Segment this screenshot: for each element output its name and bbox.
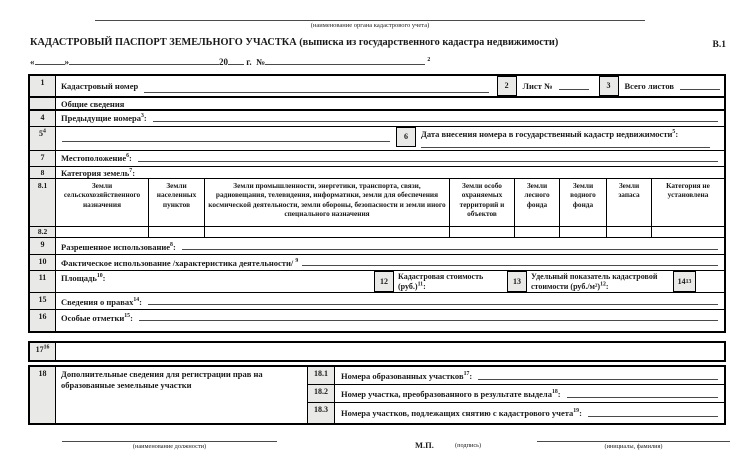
date-number-line — [30, 57, 430, 67]
permitted-use-label: Разрешенное использование$^8$: — [61, 242, 176, 252]
gkn-date-label: Дата внесения номера в государственный кадастр недвижимости$^5$: — [421, 129, 679, 139]
category-cell-empty — [652, 227, 724, 237]
row-9-number: 9 — [30, 238, 56, 254]
row-1-number: 1 — [30, 76, 56, 96]
row-11-14 — [30, 271, 724, 293]
row-4-number: 4 — [30, 111, 56, 126]
org-name-blank-line — [95, 20, 645, 21]
gkn-date-blank — [421, 140, 710, 148]
cadastral-value-label: Кадастровая стоимость (руб.)$^{11}$: — [398, 272, 484, 291]
cell-6-number: 6 — [396, 127, 416, 147]
row-5-number: 5$^4$ — [30, 127, 56, 150]
row-7-content — [56, 151, 724, 166]
row-4 — [30, 111, 724, 127]
special-notes-blank — [139, 313, 718, 321]
row-18-2-content — [335, 385, 724, 402]
position-caption: (наименование должности) — [132, 443, 207, 450]
form-code: В.1 — [712, 40, 726, 50]
category-cell-empty — [560, 227, 607, 237]
page-title: КАДАСТРОВЫЙ ПАСПОРТ ЗЕМЕЛЬНОГО УЧАСТКА (выписка из государственного кадастра недвижимости) — [30, 37, 559, 48]
row-10-number: 10 — [30, 255, 56, 270]
row-18-3 — [308, 403, 724, 423]
row-18-2-number: 18.2 — [308, 385, 335, 402]
row-11-14-content — [56, 271, 724, 292]
category-cell-empty — [205, 227, 450, 237]
cell-13-number: 13 — [507, 271, 527, 292]
quote-open: « — [30, 57, 35, 67]
row-8 — [30, 167, 724, 179]
category-reserve: Земли запаса — [607, 179, 652, 226]
cell-14-value — [696, 271, 724, 292]
row-9-content — [56, 238, 724, 254]
row-8-1-content — [56, 179, 724, 226]
category-cell-empty — [149, 227, 205, 237]
actual-use-blank — [302, 258, 718, 266]
category-water: Земли водного фонда — [560, 179, 607, 226]
category-forest: Земли лесного фонда — [515, 179, 560, 226]
row-18-number: 18 — [30, 367, 56, 423]
row-17-table — [28, 341, 726, 362]
general-info-label: Общие сведения — [61, 99, 125, 109]
month-blank — [69, 57, 219, 65]
row-5-blank — [62, 134, 390, 142]
sheet-label: Лист № — [522, 80, 553, 91]
row-15-content — [56, 293, 724, 309]
row-8-content — [56, 167, 724, 178]
category-cell-empty — [607, 227, 652, 237]
section-header — [56, 98, 724, 109]
row-18-1-number: 18.1 — [308, 367, 335, 384]
row-16 — [30, 310, 724, 331]
row-8-2-number: 8.2 — [30, 227, 56, 237]
category-settlements: Земли населенных пунктов — [149, 179, 205, 226]
category-grid-empty — [56, 227, 724, 237]
category-cell-empty — [515, 227, 560, 237]
category-agricultural: Земли сельскохозяйственного назначения — [56, 179, 149, 226]
location-label: Местоположение$^6$: — [61, 153, 132, 163]
area-field — [56, 271, 374, 292]
location-blank — [138, 154, 718, 162]
number-footnote: 2 — [427, 57, 431, 63]
transformed-parcel-label: Номер участка, преобразованного в результате выдела$^{18}$: — [341, 388, 561, 399]
signature-caption: (подпись) — [455, 442, 482, 449]
cell-3-number: 3 — [599, 76, 619, 96]
removed-parcels-label: Номера участков, подлежащих снятию с кадастрового учета$^{19}$: — [341, 408, 582, 418]
cell-2-number: 2 — [497, 76, 517, 96]
row-4-content — [56, 111, 724, 126]
number-blank — [265, 57, 425, 65]
row-18-subrows — [308, 367, 724, 423]
formed-parcels-blank — [478, 372, 718, 380]
additional-info-label: Дополнительные сведения для регистрации прав на образованные земельные участки — [56, 367, 308, 423]
removed-parcels-blank — [588, 409, 718, 417]
cadastral-number-label: Кадастровый номер — [61, 80, 139, 91]
row-8-2-content — [56, 227, 724, 237]
transformed-parcel-blank — [567, 390, 718, 398]
row-17-content — [56, 343, 724, 360]
form-table — [28, 74, 726, 333]
row-1-content — [56, 76, 724, 96]
initials-blank-line — [537, 441, 730, 442]
stamp-label: М.П. — [415, 440, 434, 450]
category-cell-empty — [450, 227, 515, 237]
row-1 — [30, 76, 724, 98]
row-17-number: 17$^{16}$ — [30, 343, 56, 360]
specific-value-label: Удельный показатель кадастровой стоимости (руб./м²)$^{12}$: — [531, 272, 658, 291]
special-notes-label: Особые отметки$^{15}$: — [61, 313, 133, 323]
row-8-2 — [30, 227, 724, 238]
row-8-number: 8 — [30, 167, 56, 178]
row-8-1 — [30, 179, 724, 227]
row-18-1-content — [335, 367, 724, 384]
row-15-number: 15 — [30, 293, 56, 309]
year-suffix: г. — [246, 57, 252, 67]
total-sheets-label: Всего листов — [624, 80, 674, 91]
row-18-1 — [308, 367, 724, 385]
quote-close: » — [64, 57, 69, 67]
row-16-number: 16 — [30, 310, 56, 331]
row-15 — [30, 293, 724, 310]
row-5-field — [56, 127, 396, 150]
permitted-use-blank — [182, 242, 718, 250]
cell-14-number: 14 13 — [673, 271, 696, 292]
rights-blank — [148, 297, 718, 305]
formed-parcels-label: Номера образованных участков$^{17}$: — [341, 370, 473, 381]
land-category-label: Категория земель$^7$: — [61, 168, 136, 178]
day-blank — [35, 57, 65, 65]
row-8-1-number: 8.1 — [30, 179, 56, 226]
row-9 — [30, 238, 724, 255]
total-sheets-blank — [680, 82, 720, 90]
row-16-content — [56, 310, 724, 331]
row-18-3-content — [335, 403, 724, 423]
number-sign: № — [256, 57, 266, 67]
year-blank — [228, 57, 244, 65]
category-cell-empty — [56, 227, 149, 237]
sheet-blank — [559, 82, 589, 90]
category-not-set: Категория не установлена — [666, 181, 710, 200]
category-grid — [56, 179, 724, 226]
cell-12-number: 12 — [374, 271, 394, 292]
position-blank-line — [62, 441, 277, 442]
actual-use-label: Фактическое использование /характеристика деятельности/ $^9$ — [61, 258, 299, 268]
initials-caption: (инициалы, фамилия) — [604, 443, 663, 450]
previous-numbers-blank — [153, 114, 718, 122]
category-industry: Земли промышленности, энергетики, транспорта, связи, радиовещания, телевидения, информатики, земли для обеспечения космической деятельности, земли обороны, безопасности и земли иного специального назначения — [205, 179, 450, 226]
row-6-field — [416, 127, 724, 150]
row-5-6-content — [56, 127, 724, 150]
row-7 — [30, 151, 724, 167]
row-general — [30, 98, 724, 111]
row-18-2 — [308, 385, 724, 403]
row-10-content — [56, 255, 724, 270]
row-5-6 — [30, 127, 724, 151]
year-prefix: 20 — [219, 57, 228, 67]
row-11-number: 11 — [30, 271, 56, 292]
area-label: Площадь$^{10}$: — [61, 273, 106, 283]
org-name-caption: (наименование органа кадастрового учета) — [310, 22, 430, 29]
row-7-number: 7 — [30, 151, 56, 166]
category-protected: Земли особо охраняемых территорий и объектов — [450, 179, 515, 226]
row-general-number — [30, 98, 56, 109]
previous-numbers-label: Предыдущие номера$^3$: — [61, 113, 147, 123]
row-10 — [30, 255, 724, 271]
rights-label: Сведения о правах$^{14}$: — [61, 297, 142, 307]
row-18-table — [28, 365, 726, 425]
row-18-3-number: 18.3 — [308, 403, 335, 423]
cadastral-number-blank — [144, 85, 488, 93]
